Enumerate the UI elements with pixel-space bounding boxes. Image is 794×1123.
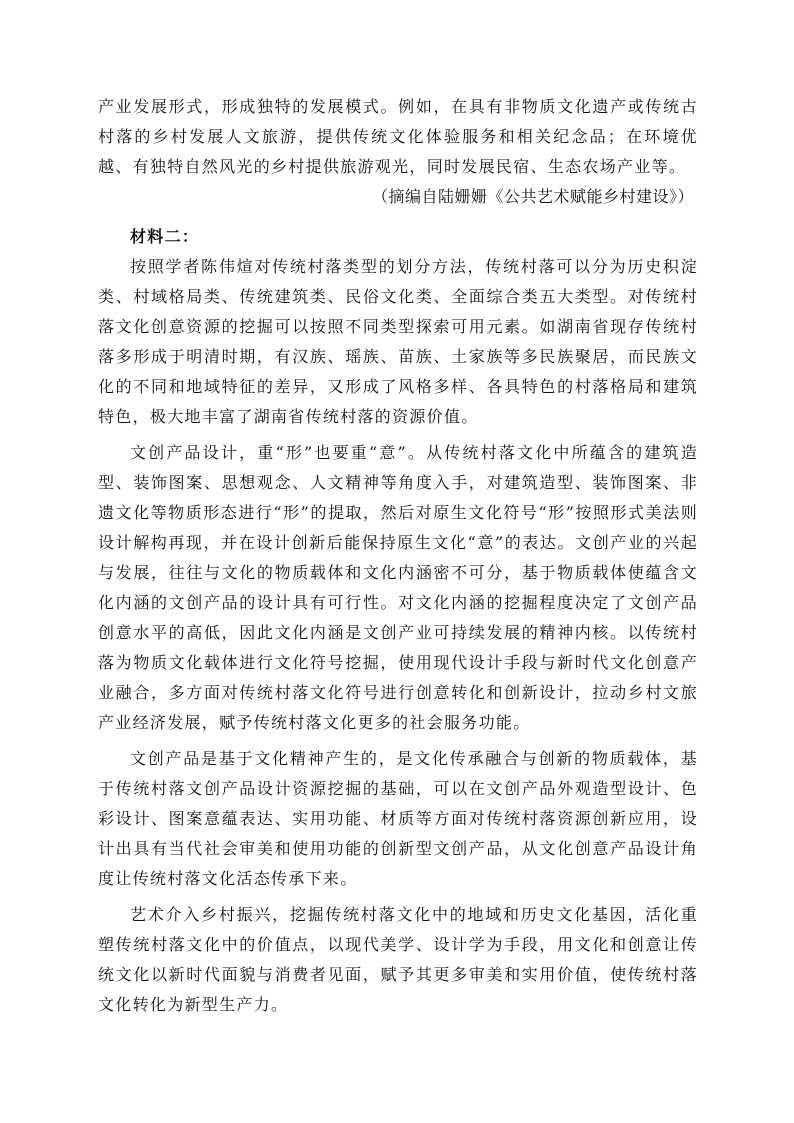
body-paragraph: 文创产品是基于文化精神产生的，是文化传承融合与创新的物质载体，基于传统村落文创产品设计资源挖掘的基础，可以在文创产品外观造型设计、色彩设计、图案意蕴表达、实用功能、材质等方面对传统村落资源创新应用，设计出具有当代社会审美和使用功能的创新型文创产品，从文化创意产品设计角度让传统村落文化活态传承下来。	[98, 749, 698, 888]
section-heading: 材料二：	[130, 227, 200, 246]
document-body	[98, 92, 698, 1020]
source-citation: （摘编自陆姗姗《公共艺术赋能乡村建设》）	[371, 187, 694, 206]
body-paragraph: 文创产品设计，重“形”也要重“意”。从传统村落文化中所蕴含的建筑造型、装饰图案、思想观念、人文精神等角度入手，对建筑造型、装饰图案、非遗文化等物质形态进行“形”的提取，然后对原生文化符号“形”按照形式美法则设计解构再现，并在设计创新后能保持原生文化“意”的表达。文创产业的兴起与发展，往往与文化的物质载体和文化内涵密不可分，基于物质载体使蕴含文化内涵的文创产品的设计具有可行性。对文化内涵的挖掘程度决定了文创产品创意水平的高低，因此文化内涵是文创产业可持续发展的精神内核。以传统村落为物质文化载体进行文化符号挖掘，使用现代设计手段与新时代文化创意产业融合，多方面对传统村落文化符号进行创意转化和创新设计，拉动乡村文旅产业经济发展，赋予传统村落文化更多的社会服务功能。	[98, 443, 698, 732]
body-paragraph: 按照学者陈伟煊对传统村落类型的划分方法，传统村落可以分为历史积淀类、村域格局类、传统建筑类、民俗文化类、全面综合类五大类型。对传统村落文化创意资源的挖掘可以按照不同类型探索可用元素。如湖南省现存传统村落多形成于明清时期，有汉族、瑶族、苗族、土家族等多民族聚居，而民族文化的不同和地域特征的差异，又形成了风格多样、各具特色的村落格局和建筑特色，极大地丰富了湖南省传统村落的资源价值。	[98, 257, 698, 426]
body-paragraph: 艺术介入乡村振兴，挖掘传统村落文化中的地域和历史文化基因，活化重塑传统村落文化中的价值点，以现代美学、设计学为手段，用文化和创意让传统文化以新时代面貌与消费者见面，赋予其更多审美和实用价值，使传统村落文化转化为新型生产力。	[98, 905, 698, 1014]
intro-paragraph: 产业发展形式，形成独特的发展模式。例如，在具有非物质文化遗产或传统古村落的乡村发展人文旅游，提供传统文化体验服务和相关纪念品；在环境优越、有独特自然风光的乡村提供旅游观光，同时发展民宿、生态农场产业等。	[98, 97, 698, 176]
